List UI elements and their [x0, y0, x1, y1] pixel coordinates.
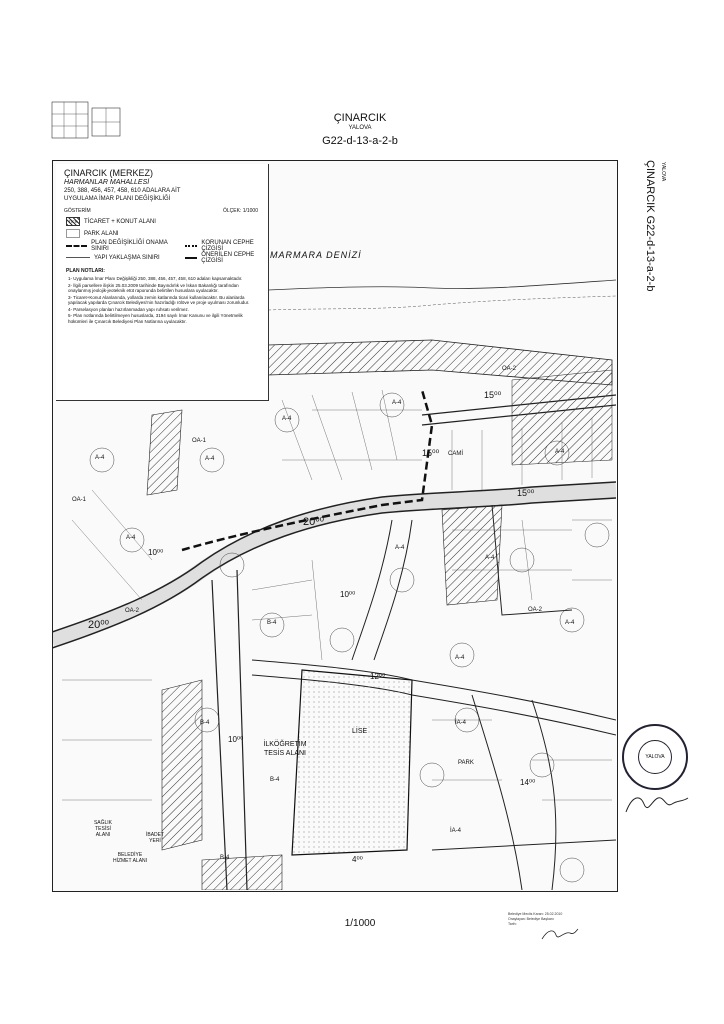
- mosque-label: CAMİ: [448, 451, 463, 457]
- legend-row-park: [66, 229, 268, 238]
- zone-code: A-4: [565, 620, 575, 626]
- road-width-label: 15⁰⁰: [422, 448, 440, 458]
- sea-label: MARMARA DENİZİ: [270, 250, 362, 260]
- legend-row-yapi: [66, 253, 175, 262]
- approval-line: Belediye Meclis Kararı: 25.02.2010: [508, 912, 563, 916]
- zone-code: İA-4: [455, 720, 467, 726]
- legend-korunan-label: KORUNAN CEPHE ÇİZGİSİ: [201, 239, 254, 252]
- sheet-index-grid: [50, 100, 126, 150]
- legend-scale: ÖLÇEK: 1/1000: [222, 208, 258, 214]
- zone-code: A-4: [95, 455, 105, 461]
- korunan-line-sample: [185, 245, 197, 247]
- road-width-label: 15⁰⁰: [484, 390, 502, 400]
- stamp-inner: [638, 740, 672, 774]
- zone-code: A-4: [555, 449, 565, 455]
- side-sheet-subtitle: YALOVA: [660, 162, 666, 182]
- health-area-label: SAĞLIK TESİSİ ALANI: [93, 820, 113, 838]
- municipality-label: BELEDİYE HİZMET ALANI: [112, 852, 148, 864]
- zone-code: OA-2: [528, 607, 543, 613]
- legend-yapi-label: YAPI YAKLAŞMA SINIRI: [94, 254, 160, 261]
- map-title: ÇINARCIK: [333, 112, 387, 124]
- zone-code: OA-1: [72, 497, 87, 503]
- road-width-label: 12⁰⁰: [370, 672, 386, 681]
- plan-note: 1- Uygulama İmar Planı Değişikliği 250, 388, 456, 457, 458, 610 adaları kapsamaktadır.: [68, 276, 243, 281]
- legend-plan-type: UYGULAMA İMAR PLANI DEĞİŞİKLİĞİ: [64, 196, 171, 202]
- plan-note: 5- Plan notlarında belirtilmeyen hususlarda, 3194 sayılı İmar Kanunu ve ilgili Yönetmelik hükümleri ile Çınarcık Belediyesi Plan Notlarına uyulacaktır.: [68, 313, 243, 324]
- signature-mark: [540, 925, 580, 945]
- park-swatch: [66, 229, 80, 238]
- legend-row-onerilen: [185, 253, 268, 262]
- map-legend: [56, 164, 269, 401]
- zone-code: A-4: [282, 416, 292, 422]
- legend-row-tk: [66, 217, 268, 226]
- zone-code: OA-1: [192, 438, 207, 444]
- zone-code: İA-4: [450, 828, 462, 834]
- zone-code: A-4: [126, 535, 136, 541]
- road-width-label: 20⁰⁰: [303, 516, 325, 528]
- official-stamp: [622, 724, 688, 790]
- approval-line: Tarih:: [508, 922, 517, 926]
- boundary-line-sample: [66, 245, 87, 247]
- plan-note: 4- Parselasyon planları hazırlanmadan yapı ruhsatı verilmez.: [68, 306, 190, 312]
- road-width-label: 10⁰⁰: [340, 590, 356, 599]
- road-width-label: 15⁰⁰: [517, 488, 535, 498]
- school-area-label: İLKÖĞRETİM TESİS ALANI: [263, 741, 307, 757]
- signature-mark: [622, 790, 692, 820]
- zone-code: A-4: [205, 456, 215, 462]
- high-school-label: LİSE: [352, 728, 368, 735]
- zone-code: OA-2: [125, 608, 140, 614]
- legend-row-korunan: [185, 241, 268, 250]
- road-width-label: 10⁰⁰: [148, 548, 164, 557]
- sheet-number: G22-d-13-a-2-b: [322, 135, 398, 147]
- plan-note: 3- Ticaret+Konut Alanlarında, yollarda zemin katlarında ticari kullanılacaktır. Bu alanlarda yapılacak yapılarda Çınarcık Belediyesi'nin hazırladığı rölöve ve proje uyulması zorunludur.: [68, 294, 250, 305]
- legend-park-label: PARK ALANI: [84, 230, 119, 237]
- plan-notes-title: PLAN NOTLARI:: [66, 268, 105, 274]
- zone-code: A-4: [395, 545, 405, 551]
- worship-label: İBADET YERİ: [145, 832, 165, 844]
- legend-row-boundary: [66, 241, 175, 250]
- legend-boundary-label: PLAN DEĞİŞİKLİĞİ ONAMA SINIRI: [91, 239, 168, 252]
- plan-note: 2- İlgili parsellere ilişkin 25.03.2009 tarihinde Bayındırlık ve İskan Bakanlığı tarafından onaylanmış jeolojik-jeoteknik etüt raporunda belirtilen hususlara uyulacaktır.: [68, 282, 239, 293]
- map-subtitle: YALOVA: [348, 125, 372, 131]
- zone-code: A-4: [485, 555, 495, 561]
- onerilen-line-sample: [185, 257, 197, 259]
- legend-heading: ÇINARCIK (MERKEZ): [64, 168, 154, 178]
- side-sheet-title: ÇINARCIK G22-d-13-a-2-b: [644, 160, 656, 292]
- zone-code: A-4: [455, 655, 465, 661]
- zone-code: B-4: [220, 855, 230, 861]
- legend-onerilen-label: ÖNERİLEN CEPHE ÇİZGİSİ: [201, 251, 255, 264]
- zone-code: OA-2: [502, 366, 517, 372]
- legend-parcels: 250, 388, 456, 457, 458, 610 ADALARA AİT: [64, 188, 181, 194]
- bottom-scale: 1/1000: [344, 918, 376, 929]
- stamp-text: YALOVA: [645, 754, 665, 760]
- zone-code: B-4: [200, 720, 210, 726]
- zone-code: A-4: [392, 400, 402, 406]
- legend-tk-label: TİCARET + KONUT ALANI: [84, 218, 156, 225]
- road-width-label: 10⁰⁰: [228, 735, 244, 744]
- legend-neighborhood: HARMANLAR MAHALLESİ: [64, 179, 150, 186]
- road-width-label: 4⁰⁰: [352, 855, 363, 864]
- zone-code: B-4: [270, 777, 280, 783]
- tk-swatch: TİCK: [66, 217, 80, 226]
- road-width-label: 14⁰⁰: [520, 778, 536, 787]
- zone-code: B-4: [267, 620, 277, 626]
- yapi-line-sample: [66, 257, 90, 258]
- road-width-label: 20⁰⁰: [88, 619, 110, 631]
- legend-gosterim: GÖSTERİM: [64, 208, 91, 214]
- park-label: PARK: [458, 760, 474, 766]
- approval-line: Onaylayan: Belediye Başkanı: [508, 917, 554, 921]
